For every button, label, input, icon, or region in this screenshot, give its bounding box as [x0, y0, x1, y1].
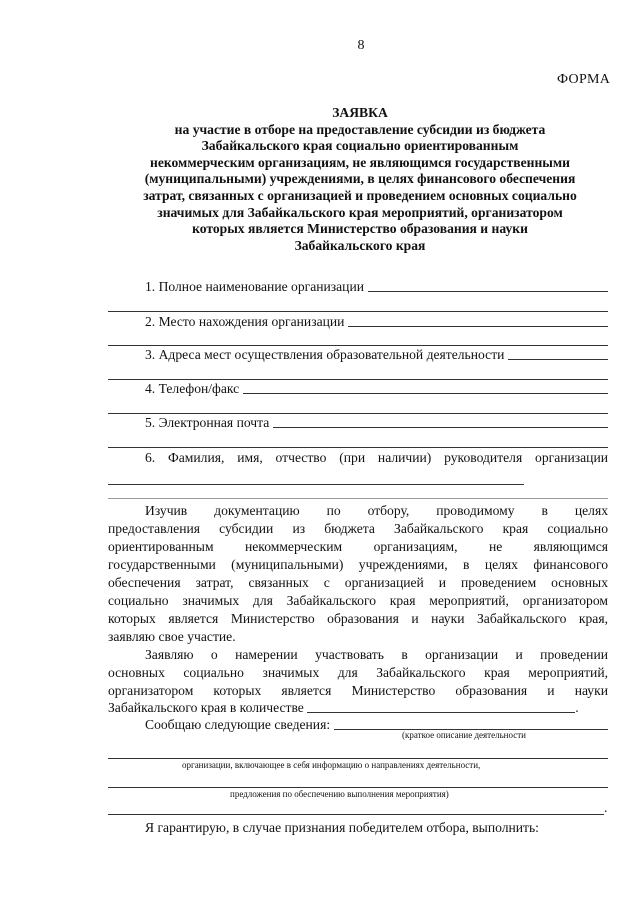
hint-proposals: предложения по обеспечению выполнения мероприятия): [230, 789, 449, 799]
form-label: ФОРМА: [557, 72, 611, 87]
paragraph-line: основных социально значимых для Забайкальского края мероприятий,: [108, 665, 608, 680]
field-email: [145, 415, 608, 431]
field-edu-addresses-label: 3. Адреса мест осуществления образовательной деятельности: [145, 347, 505, 362]
event-count-line: [108, 700, 579, 716]
event-count-input-line[interactable]: [307, 712, 575, 713]
paragraph-line: заявляю свое участие.: [108, 629, 236, 644]
title-line: которых является Министерство образования и науки: [192, 221, 528, 237]
field-info: [145, 717, 608, 733]
field-email-label: 5. Электронная почта: [145, 415, 270, 430]
paragraph-line: Заявляю о намерении участвовать в организации и проведении: [145, 647, 608, 662]
field-org-location-label: 2. Место нахождения организации: [145, 314, 345, 329]
title-heading: ЗАЯВКА: [332, 105, 388, 120]
field-org-location: [145, 314, 608, 330]
info-input-line-2[interactable]: [108, 758, 608, 759]
paragraph-line: организатором которых является Министерство образования и науки: [108, 683, 608, 698]
title-line: на участие в отборе на предоставление субсидии из бюджета: [174, 121, 546, 137]
section-divider: [108, 498, 608, 499]
page-number: 8: [357, 38, 365, 53]
field-director-name-label: 6. Фамилия, имя, отчество (при наличии) руководителя организации: [145, 450, 608, 465]
field-director-name-input-line[interactable]: [108, 484, 524, 485]
paragraph-line: государственными (муниципальными) учреждениями, в целях финансового: [108, 557, 608, 572]
field-phone-fax-label: 4. Телефон/факс: [145, 381, 240, 396]
field-org-name-continuation-line[interactable]: [108, 311, 608, 312]
title-line: Забайкальского края: [294, 237, 426, 253]
hint-directions: организации, включающее в себя информацию о направлениях деятельности,: [182, 760, 481, 770]
info-label: Сообщаю следующие сведения:: [145, 717, 331, 732]
field-email-continuation-line[interactable]: [108, 447, 608, 448]
guarantee-text: Я гарантирую, в случае признания победителем отбора, выполнить:: [145, 820, 539, 835]
info-input-line-3[interactable]: [108, 787, 608, 788]
field-email-input-line[interactable]: [273, 427, 608, 428]
paragraph-line: которых является Министерство образования и науки Забайкальского края,: [108, 611, 608, 626]
field-phone-fax-continuation-line[interactable]: [108, 413, 608, 414]
field-edu-addresses-continuation-line[interactable]: [108, 379, 608, 380]
event-count-label: Забайкальского края в количестве: [108, 700, 304, 715]
field-org-name-label: 1. Полное наименование организации: [145, 279, 365, 294]
hint-activity: (краткое описание деятельности: [402, 730, 526, 740]
title-line: Забайкальского края социально ориентированным: [201, 138, 519, 154]
title-line: некоммерческим организациям, не являющимся государственными: [150, 154, 570, 170]
field-edu-addresses: [145, 347, 608, 363]
title-line: (муниципальными) учреждениями, в целях финансового обеспечения: [144, 171, 576, 187]
end-dot: .: [604, 800, 608, 815]
paragraph-line: Изучив документацию по отбору, проводимому в целях: [145, 503, 608, 518]
paragraph-line: обеспечения затрат, связанных с организацией и проведением основных: [108, 575, 608, 590]
title-block: [100, 105, 620, 254]
field-edu-addresses-input-line[interactable]: [508, 359, 608, 360]
event-count-end-dot: .: [575, 700, 579, 715]
paragraph-line: предоставления субсидии из бюджета Забайкальского края социально: [108, 521, 608, 536]
field-org-name: [145, 279, 608, 295]
field-phone-fax-input-line[interactable]: [243, 393, 608, 394]
paragraph-line: социально значимых для Забайкальского края мероприятий, организатором: [108, 593, 608, 608]
paragraph-line: ориентированным некоммерческим организациям, не являющимся: [108, 539, 608, 554]
info-input-line-4[interactable]: [108, 814, 604, 815]
title-line: затрат, связанных с организацией и проведением основных социально: [143, 187, 577, 203]
title-line: значимых для Забайкальского края мероприятий, организатором: [157, 204, 563, 220]
field-org-name-input-line[interactable]: [368, 291, 608, 292]
field-phone-fax: [145, 381, 608, 397]
field-org-location-input-line[interactable]: [348, 326, 608, 327]
field-org-location-continuation-line[interactable]: [108, 345, 608, 346]
